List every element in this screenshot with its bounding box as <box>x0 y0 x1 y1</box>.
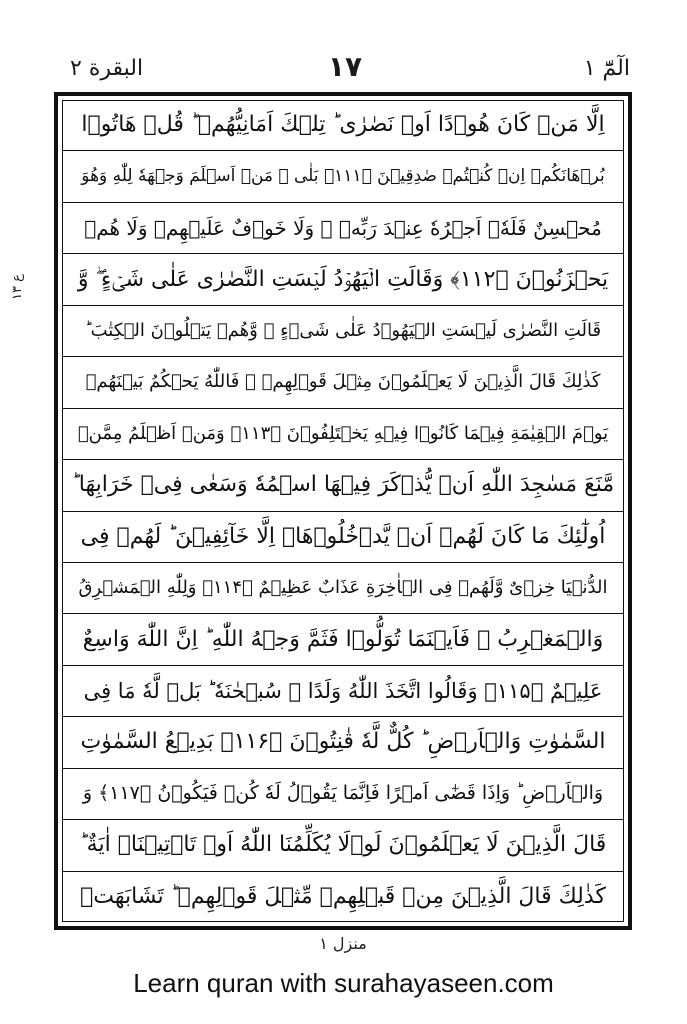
verse-line: قَالَ الَّذِيۡنَ لَا يَعۡلَمُوۡنَ لَوۡلَا يُكَلِّمُنَا اللّٰهُ اَوۡ تَاۡتِيۡنَاۤ اٰيَةٌ ؕ <box>62 820 624 871</box>
verse-line: الدُّنۡيَا خِزۡىٌ وَّلَهُمۡ فِى الۡاٰخِرَةِ عَذَابٌ عَظِيۡمٌ ﴿۱۱۴﴾ وَلِلّٰهِ الۡمَشۡرِقُ <box>62 563 624 614</box>
verse-line: بُرۡهَانَكُمۡ اِنۡ كُنۡتُمۡ صٰدِقِيۡنَ ﴿۱۱۱﴾ بَلٰى ۚ مَنۡ اَسۡلَمَ وَجۡهَهٗ لِلّٰهِ وَهُوَ <box>62 151 624 202</box>
verse-line: وَالۡاَرۡضِ ؕ وَاِذَا قَضٰٓى اَمۡرًا فَاِنَّمَا يَقُوۡلُ لَهٗ كُنۡ فَيَكُوۡنُ ﴿۱۱۷﴾ وَ <box>62 769 624 820</box>
verse-line: عَلِيۡمٌ ﴿۱۱۵﴾ وَقَالُوا اتَّخَذَ اللّٰهُ وَلَدًا ۙ سُبۡحٰنَهٗ ؕ بَلۡ لَّهٗ مَا فِى <box>62 666 624 717</box>
verse-line: اُولٰٓئِكَ مَا كَانَ لَهُمۡ اَنۡ يَّدۡخُلُوۡهَاۤ اِلَّا خَآئِفِيۡنَ ؕ لَهُمۡ فِى <box>62 512 624 563</box>
verse-line: مَّنَعَ مَسٰجِدَ اللّٰهِ اَنۡ يُّذۡكَرَ فِيۡهَا اسۡمُهٗ وَسَعٰى فِىۡ خَرَابِهَا ؕ <box>62 460 624 511</box>
juz-name: الٓمّٓ ١ <box>583 56 630 81</box>
verse-line: اِلَّا مَنۡ كَانَ هُوۡدًا اَوۡ نَصٰرٰى ؕ تِلۡكَ اَمَانِيُّهُمۡ ؕ قُلۡ هَاتُوۡا <box>62 100 624 151</box>
verse-line: يَحۡزَنُوۡنَ ﴿۱۱۲﴾ وَقَالَتِ الۡيَهُوۡدُ لَيۡسَتِ النَّصٰرٰى عَلٰى شَىۡءٍ ۖ وَّ <box>62 254 624 305</box>
surah-name: البقرة ٢ <box>70 56 144 81</box>
page-number: ١٧ <box>327 50 363 83</box>
verse-line: يَوۡمَ الۡقِيٰمَةِ فِيۡمَا كَانُوۡا فِيۡهِ يَخۡتَلِفُوۡنَ ﴿۱۱۳﴾ وَمَنۡ اَظۡلَمُ مِمَّنۡ <box>62 409 624 460</box>
watermark-caption: Learn quran with surahayaseen.com <box>133 968 554 998</box>
manzil-label: منزل ١ <box>319 934 367 953</box>
verse-lines <box>62 100 624 922</box>
ruku-marker: ع ١٣ <box>10 274 25 300</box>
verse-line: السَّمٰوٰتِ وَالۡاَرۡضِ ؕ كُلٌّ لَّهٗ قٰنِتُوۡنَ ﴿۱۱۶﴾ بَدِيۡعُ السَّمٰوٰتِ <box>62 717 624 768</box>
verse-line: مُحۡسِنٌ فَلَهٗۤ اَجۡرُهٗ عِنۡدَ رَبِّهٖ ۖ وَلَا خَوۡفٌ عَلَيۡهِمۡ وَلَا هُمۡ <box>62 203 624 254</box>
verse-line: كَذٰلِكَ قَالَ الَّذِيۡنَ مِنۡ قَبۡلِهِمۡ مِّثۡلَ قَوۡلِهِمۡ ؕ تَشَابَهَتۡ <box>80 883 606 909</box>
verse-line: كَذٰلِكَ قَالَ الَّذِيۡنَ لَا يَعۡلَمُوۡنَ مِثۡلَ قَوۡلِهِمۡ ۚ فَاللّٰهُ يَحۡكُمُ بَيۡنَهُمۡ <box>62 357 624 408</box>
verse-line: قَالَتِ النَّصٰرٰى لَيۡسَتِ الۡيَهُوۡدُ عَلٰى شَىۡءٍ ۙ وَّهُمۡ يَتۡلُوۡنَ الۡكِتٰبَ ؕ <box>62 306 624 357</box>
verse-line: وَالۡمَغۡرِبُ ۚ فَاَيۡنَمَا تُوَلُّوۡا فَثَمَّ وَجۡهُ اللّٰهِ ؕ اِنَّ اللّٰهَ وَاسِعٌ <box>62 614 624 665</box>
